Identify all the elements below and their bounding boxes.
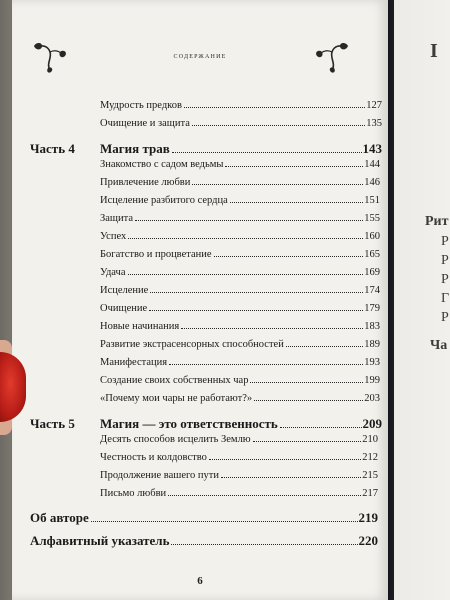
facing-page-fragment: Ча	[430, 338, 448, 353]
toc-entry-title: Мудрость предков	[100, 100, 182, 111]
toc-entry-page: 189	[364, 339, 380, 350]
table-of-contents	[12, 0, 388, 600]
toc-entry-title: Десять способов исцелить Землю	[100, 434, 251, 445]
toc-entry-title: «Почему мои чары не работают?»	[100, 393, 253, 404]
toc-entry-title: Богатство и процветание	[100, 249, 212, 260]
toc-entry-page: 165	[364, 249, 380, 260]
toc-entry-page: 203	[364, 393, 380, 404]
toc-entry	[100, 195, 380, 206]
toc-entry	[100, 213, 380, 224]
facing-page-fragment: Р	[441, 253, 449, 268]
toc-entry-title: Магия — это ответственность	[100, 416, 278, 431]
facing-page-fragment: Р	[441, 234, 449, 249]
leader-dots	[128, 238, 363, 239]
facing-page-fragment: Р	[441, 310, 449, 325]
toc-entry-page: 215	[362, 470, 378, 481]
leader-dots	[171, 544, 357, 545]
toc-entry	[100, 357, 380, 368]
toc-entry	[100, 375, 380, 386]
toc-entry-title: Исцеление разбитого сердца	[100, 195, 228, 206]
toc-entry-page: 127	[366, 100, 382, 111]
leader-dots	[168, 495, 361, 496]
toc-entry-page: 174	[364, 285, 380, 296]
leader-dots	[221, 477, 361, 478]
toc-entry	[100, 434, 378, 445]
toc-entry	[100, 285, 380, 296]
toc-entry-title: Продолжение вашего пути	[100, 470, 219, 481]
leader-dots	[250, 382, 363, 383]
toc-entry	[100, 488, 378, 499]
toc-entry-title: Об авторе	[30, 510, 89, 525]
toc-entry-page: 183	[364, 321, 380, 332]
toc-entry-title: Исцеление	[100, 285, 149, 296]
toc-entry-page: 143	[362, 141, 382, 156]
toc-entry-title: Развитие экстрасенсорных способностей	[100, 339, 284, 350]
leader-dots	[214, 256, 364, 257]
toc-entry-title: Удача	[100, 267, 126, 278]
leader-dots	[280, 427, 362, 428]
leader-dots	[286, 346, 363, 347]
toc-entry	[100, 267, 380, 278]
toc-entry-page: 160	[364, 231, 380, 242]
toc-entry-page: 151	[364, 195, 380, 206]
toc-entry-title: Успех	[100, 231, 127, 242]
toc-entry	[100, 303, 380, 314]
toc-entry-title: Создание своих собственных чар	[100, 375, 249, 386]
toc-entry-index	[30, 533, 378, 549]
toc-entry-title: Очищение и защита	[100, 118, 190, 129]
leader-dots	[192, 125, 365, 126]
facing-page-fragment: Рит	[425, 214, 449, 229]
toc-entry-title: Новые начинания	[100, 321, 180, 332]
toc-entry-page: 169	[364, 267, 380, 278]
toc-entry	[100, 339, 380, 350]
leader-dots	[184, 107, 365, 108]
facing-page-fragment: I	[430, 40, 438, 62]
toc-entry-page: 219	[358, 510, 378, 525]
page-title: содержание	[173, 50, 227, 60]
facing-page-fragment: Г	[441, 291, 450, 306]
toc-entry-page: 209	[362, 416, 382, 431]
toc-entry	[100, 393, 380, 404]
toc-entry-page: 210	[362, 434, 378, 445]
toc-entry	[100, 177, 380, 188]
leader-dots	[135, 220, 363, 221]
toc-entry-page: 199	[364, 375, 380, 386]
toc-entry	[100, 470, 378, 481]
toc-entry	[100, 118, 382, 129]
leader-dots	[128, 274, 364, 275]
leader-dots	[225, 166, 363, 167]
toc-entry-title: Очищение	[100, 303, 148, 314]
toc-part-label: Часть 5	[30, 416, 75, 431]
toc-entry	[100, 159, 380, 170]
toc-entry-page: 144	[364, 159, 380, 170]
leader-dots	[169, 364, 363, 365]
toc-entry	[100, 249, 380, 260]
leader-dots	[254, 400, 363, 401]
toc-part-entry	[30, 141, 382, 157]
toc-entry-title: Письмо любви	[100, 488, 167, 499]
toc-entry-page: 155	[364, 213, 380, 224]
toc-entry-title: Привлечение любви	[100, 177, 191, 188]
leader-dots	[181, 328, 363, 329]
toc-entry	[100, 100, 382, 111]
toc-part-entry	[30, 416, 382, 432]
toc-entry-title: Знакомство с садом ведьмы	[100, 159, 224, 170]
leader-dots	[149, 310, 363, 311]
leader-dots	[192, 184, 363, 185]
toc-entry-page: 212	[362, 452, 378, 463]
toc-entry	[100, 321, 380, 332]
toc-entry-title: Магия трав	[100, 141, 170, 156]
toc-entry-title: Алфавитный указатель	[30, 533, 170, 548]
toc-entry-page: 135	[366, 118, 382, 129]
toc-entry-page: 179	[364, 303, 380, 314]
page-number: 6	[197, 575, 203, 587]
leader-dots	[253, 441, 362, 442]
toc-entry-page: 220	[358, 533, 378, 548]
toc-entry-title: Манифестация	[100, 357, 168, 368]
facing-page-fragment: Р	[441, 272, 449, 287]
toc-part-label: Часть 4	[30, 141, 75, 156]
toc-entry-page: 217	[362, 488, 378, 499]
book-page	[12, 0, 388, 600]
leader-dots	[172, 152, 362, 153]
toc-entry-title: Честность и колдовство	[100, 452, 207, 463]
toc-entry-page: 193	[364, 357, 380, 368]
leader-dots	[150, 292, 363, 293]
leader-dots	[91, 521, 358, 522]
leader-dots	[230, 202, 363, 203]
toc-entry-about-author	[30, 510, 378, 526]
toc-entry-title: Защита	[100, 213, 134, 224]
toc-entry	[100, 452, 378, 463]
toc-entry-page: 146	[364, 177, 380, 188]
toc-entry	[100, 231, 380, 242]
leader-dots	[209, 459, 361, 460]
